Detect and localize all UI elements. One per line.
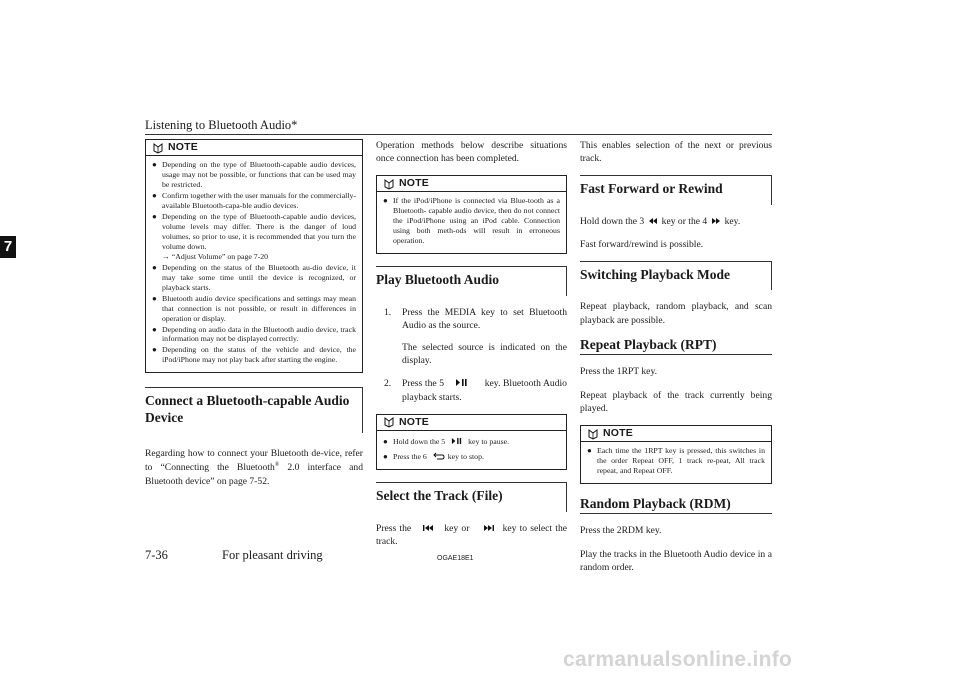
ff-paragraph-2: Fast forward/rewind is possible. [580, 238, 704, 250]
note-label: NOTE [399, 415, 429, 428]
track-prev-icon [422, 524, 436, 532]
note-icon [152, 142, 164, 154]
note-label: NOTE [399, 177, 429, 190]
track-next-icon [481, 524, 495, 532]
list-item: ● Depending on the status of the vehicle and device, the iPod/iPhone may not play back after starting the engine. [152, 345, 356, 365]
rpt-paragraph-2: Repeat playback of the track currently being played. [580, 389, 772, 414]
stop-return-icon [433, 452, 445, 460]
note-box [145, 139, 363, 373]
note-body [377, 192, 566, 253]
note-body [581, 442, 771, 483]
step-1: 1. Press the MEDIA key to set Bluetooth Audio as the source. The selected source is indicated on the display. [384, 306, 567, 367]
list-item: ● Each time the 1RPT key is pressed, this switches in the order Repeat OFF, 1 track re-peat, All track repeat, and Repeat OFF. [587, 446, 765, 475]
column-3 [580, 139, 772, 584]
note-box [580, 425, 772, 484]
rpt-paragraph-1: Press the 1RPT key. [580, 366, 658, 378]
rewind-icon [647, 217, 659, 225]
list-item: ● Hold down the 5 key to pause. [383, 436, 510, 446]
section-heading-mode: Switching Playback Mode [580, 261, 772, 290]
watermark: carmanualsonline.info [563, 648, 793, 671]
list-item: ● Depending on the status of the Bluetooth au-dio device, it may take some time until the device is recognized, or playback starts. [152, 262, 356, 292]
page-number: 7-36 [145, 548, 168, 562]
intro-paragraph: Operation methods below describe situations once connection has been completed. [376, 140, 567, 165]
footer-section: For pleasant driving [222, 548, 323, 562]
note-label: NOTE [603, 426, 633, 439]
column-1 [145, 139, 363, 499]
note-header [377, 415, 566, 431]
subheading-rdm: Random Playback (RDM) [580, 496, 772, 515]
running-header: Listening to Bluetooth Audio* [145, 118, 298, 132]
cross-reference[interactable]: → “Adjust Volume” on page 7-20 [162, 251, 269, 261]
play-pause-icon [451, 437, 465, 445]
list-item: ● Press the 6 key to stop. [383, 452, 484, 462]
play-pause-icon [455, 378, 471, 387]
section-heading-play: Play Bluetooth Audio [376, 266, 567, 295]
note-header [377, 176, 566, 192]
column-2 [376, 139, 567, 558]
step-2: 2. Press the 5 key. Bluetooth Audio playback starts. [384, 378, 567, 403]
mode-paragraph: Repeat playback, random playback, and scan playback are possible. [580, 301, 772, 326]
section-heading-ff: Fast Forward or Rewind [580, 175, 772, 204]
note-icon [587, 428, 599, 440]
ff-paragraph: Hold down the 3 key or the 4 key. [580, 215, 741, 227]
note-label: NOTE [168, 140, 198, 153]
list-item: ● Depending on the type of Bluetooth-capable audio devices, volume levels may differ. There is the danger of loud volumes, so prior to use, it is recommended that you turn the volume down. → “Adjust Volume” on page 7-20 [152, 211, 356, 261]
connect-paragraph: Regarding how to connect your Bluetooth de-vice, refer to “Connecting the Bluetooth® 2.0 interface and Bluetooth device” on page 7-52. [145, 447, 363, 487]
footer-code: OGAE18E1 [437, 555, 474, 562]
note-box [376, 414, 567, 470]
section-heading-select: Select the Track (File) [376, 482, 567, 511]
rdm-paragraph-2: Play the tracks in the Bluetooth Audio device in a random order. [580, 548, 772, 573]
fast-forward-icon [710, 217, 722, 225]
rdm-paragraph-1: Press the 2RDM key. [580, 525, 662, 537]
note-body [146, 156, 362, 372]
select-paragraph: Press the key or key to select the track. [376, 522, 567, 547]
note-body [377, 431, 566, 469]
list-item: ● Depending on audio data in the Bluetooth audio device, track information may not be displayed correctly. [152, 324, 356, 344]
note-header [146, 140, 362, 156]
list-item: ● If the iPod/iPhone is connected via Blue-tooth as a Bluetooth- capable audio device, then do not connect the iPod/iPhone using an iPod cable. Connection using both meth-ods will result in erroneous operation. [383, 196, 560, 246]
chapter-tab: 7 [0, 236, 16, 258]
intro-paragraph: This enables selection of the next or previous track. [580, 140, 772, 165]
list-item: ● Depending on the type of Bluetooth-capable audio devices, usage may not be possible, or functions that can be used may be restricted. [152, 160, 356, 189]
list-item: ● Bluetooth audio device specifications and settings may mean that connection is not possible, or result in differences in operation or display. [152, 293, 356, 323]
header-rule [145, 134, 772, 135]
note-icon [383, 416, 395, 428]
note-header [581, 426, 771, 442]
note-icon [383, 178, 395, 190]
note-box [376, 175, 567, 254]
subheading-rpt: Repeat Playback (RPT) [580, 337, 772, 356]
list-item: ● Confirm together with the user manuals for the commercially- available Bluetooth-capa-ble audio devices. [152, 190, 356, 210]
section-heading-connect: Connect a Bluetooth-capable Audio Device [145, 387, 363, 432]
